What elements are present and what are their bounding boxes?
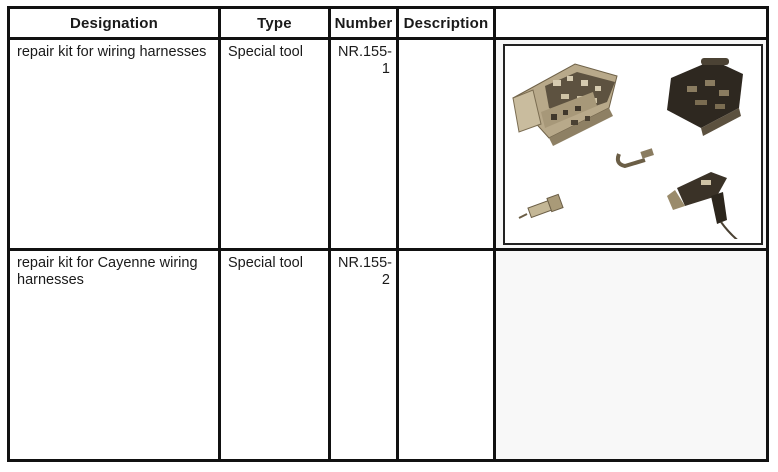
special-tools-table <box>7 6 769 462</box>
repair-case-icon <box>513 64 617 146</box>
heat-gun-icon <box>667 172 745 239</box>
row1-designation: repair kit for wiring harnesses <box>17 44 207 60</box>
row1-number-cell <box>330 39 398 250</box>
row2-description <box>399 251 493 259</box>
table-row <box>9 39 768 250</box>
row2-type-cell <box>220 250 330 461</box>
header-description: Description <box>398 8 495 39</box>
row1-description <box>399 40 493 48</box>
row2-number <box>331 251 396 293</box>
row1-designation-cell <box>9 39 220 250</box>
crimping-tool-case-icon <box>667 58 743 136</box>
hook-tool-icon <box>618 148 654 166</box>
row2-description-cell <box>398 250 495 461</box>
tool-kit-photo <box>503 44 763 245</box>
tool-kit-illustration <box>505 46 752 239</box>
connector-plug-icon <box>519 194 563 218</box>
row1-type: Special tool <box>228 44 303 60</box>
table-header-row <box>9 8 768 39</box>
row2-number-line1: NR.155- <box>338 255 392 271</box>
header-number: Number <box>330 8 398 39</box>
row2-designation-cell <box>9 250 220 461</box>
row1-number-line1: NR.155- <box>338 44 392 60</box>
row1-description-cell <box>398 39 495 250</box>
row2-number-line2: 2 <box>381 272 390 288</box>
row1-type-cell <box>220 39 330 250</box>
header-image <box>495 8 768 39</box>
row2-image-cell <box>495 250 768 461</box>
table-row <box>9 250 768 461</box>
row1-image-cell <box>495 39 768 250</box>
row1-number <box>331 40 396 82</box>
row2-number-cell <box>330 250 398 461</box>
header-type: Type <box>220 8 330 39</box>
row1-number-line2: 1 <box>381 61 390 77</box>
row2-designation: repair kit for Cayenne wiring harnesses <box>17 255 198 288</box>
row2-type: Special tool <box>228 255 303 271</box>
header-designation: Designation <box>9 8 220 39</box>
